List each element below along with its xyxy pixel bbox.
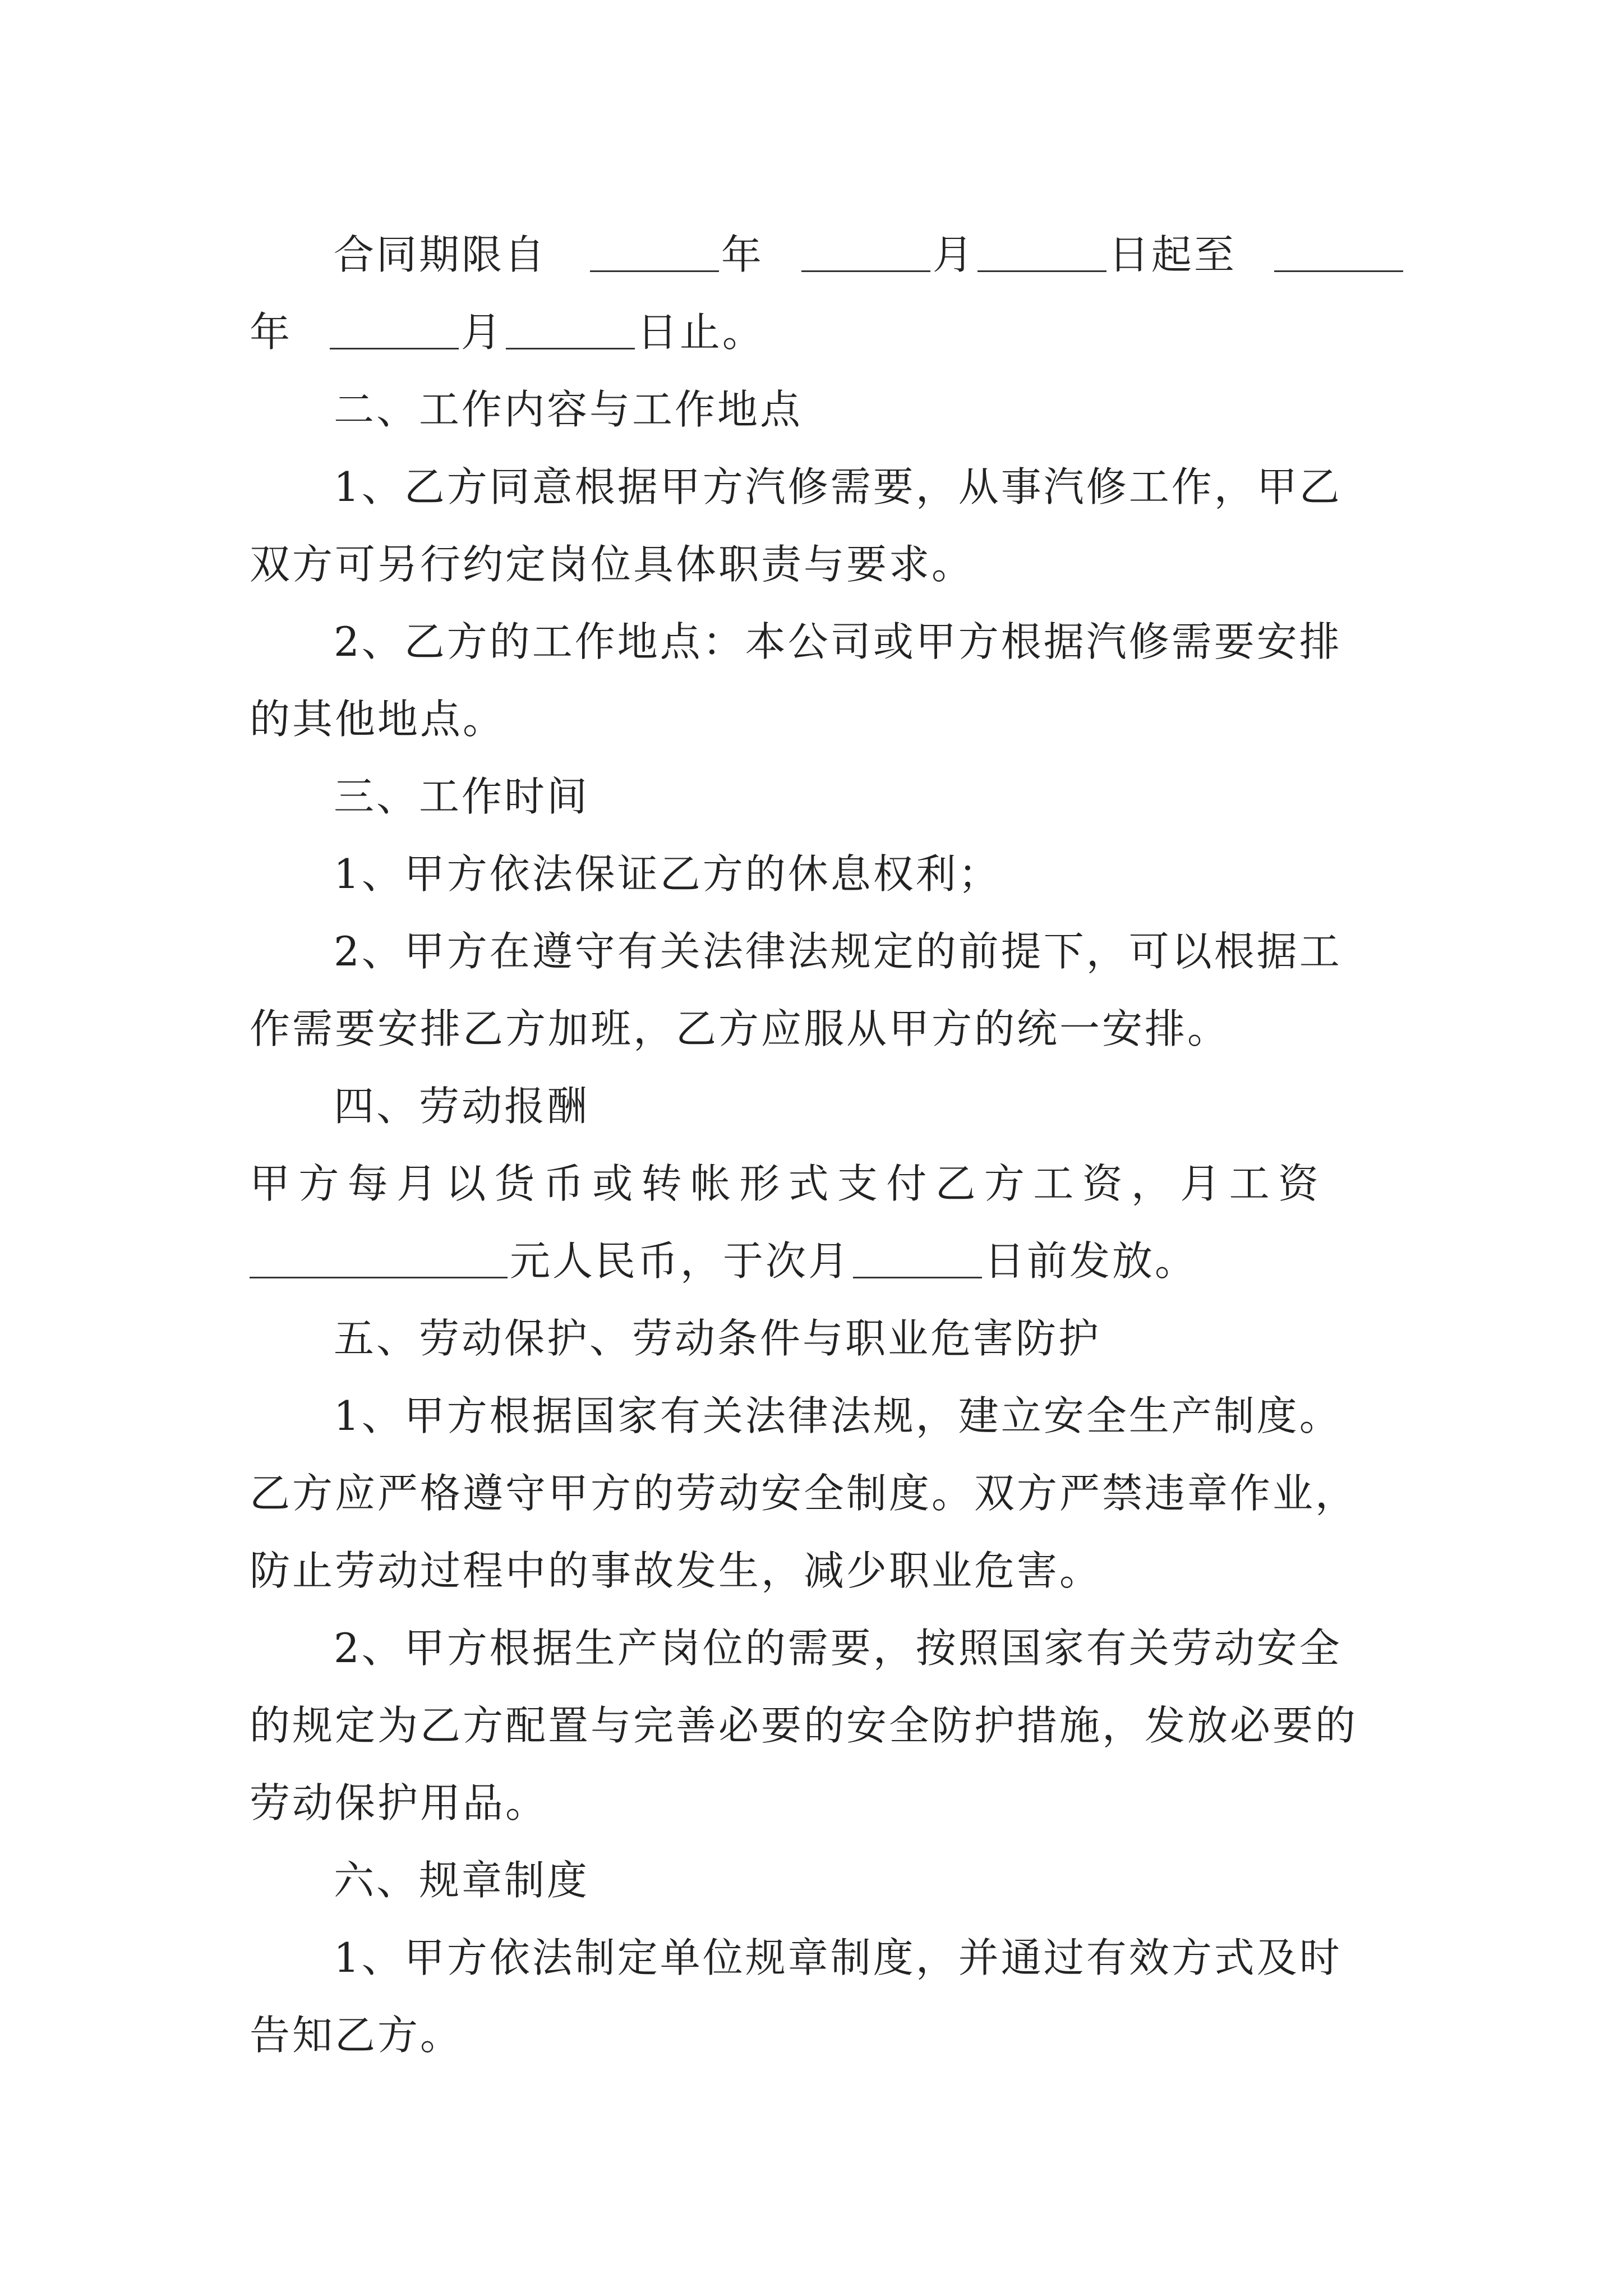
section-5-item-1-line-2: 乙方应严格遵守甲方的劳动安全制度。双方严禁违章作业，	[250, 1470, 1358, 1517]
salary-line-char: 式	[788, 1160, 831, 1207]
section-3-item-2-line-2: 作需要安排乙方加班，乙方应服从甲方的统一安排。	[250, 1005, 1230, 1052]
salary-line-char: 甲	[250, 1160, 293, 1207]
end-month-blank	[330, 307, 459, 349]
contract-term-label: 合同期限自	[334, 231, 547, 278]
section-3-item-1: 1、甲方依法保证乙方的休息权利；	[334, 850, 1001, 898]
end-year-blank	[1274, 230, 1403, 272]
section-4-salary-line-1	[250, 1145, 1321, 1222]
salary-line-char: 方	[298, 1160, 342, 1207]
salary-amount-blank	[250, 1236, 508, 1278]
salary-line-char: 工	[1229, 1160, 1272, 1207]
salary-line-char: 货	[494, 1160, 537, 1207]
salary-line-char: 付	[886, 1160, 929, 1207]
salary-line-char: 支	[837, 1160, 880, 1207]
section-2-item-1-line-2: 双方可另行约定岗位具体职责与要求。	[250, 541, 975, 588]
section-5-item-1-line-3: 防止劳动过程中的事故发生，减少职业危害。	[250, 1547, 1103, 1594]
end-day-unit: 日止。	[637, 309, 765, 356]
salary-line-char: 每	[347, 1160, 390, 1207]
salary-currency-text: 元人民币，于次月	[510, 1237, 851, 1285]
start-year-unit: 年	[721, 231, 764, 278]
contract-body	[250, 216, 1405, 2074]
start-day-unit: 日起至	[1108, 231, 1237, 278]
section-5-heading: 五、劳动保护、劳动条件与职业危害防护	[334, 1315, 1101, 1362]
section-5-item-1-line-1: 1、甲方根据国家有关法律法规，建立安全生产制度。	[334, 1392, 1342, 1439]
salary-line-char: 或	[592, 1160, 635, 1207]
section-6-item-1-line-1: 1、甲方依法制定单位规章制度，并通过有效方式及时	[334, 1934, 1342, 1981]
start-month-blank	[801, 230, 930, 272]
salary-line-char: 乙	[935, 1160, 978, 1207]
section-5-item-2-line-2: 的规定为乙方配置与完善必要的安全防护措施，发放必要的	[250, 1702, 1358, 1749]
end-day-blank	[506, 307, 635, 349]
salary-line-char: 转	[641, 1160, 684, 1207]
section-4-heading: 四、劳动报酬	[334, 1083, 590, 1130]
contract-term-line-1	[250, 216, 1405, 293]
start-day-blank	[978, 230, 1106, 272]
pay-day-text: 日前发放。	[984, 1237, 1198, 1285]
section-2-item-1-line-1: 1、乙方同意根据甲方汽修需要，从事汽修工作，甲乙	[334, 463, 1342, 510]
section-6-item-1-line-2: 告知乙方。	[250, 2012, 463, 2059]
section-5-item-2-line-1: 2、甲方根据生产岗位的需要，按照国家有关劳动安全	[334, 1625, 1342, 1672]
contract-term-line-2	[250, 293, 1405, 371]
salary-line-char: 以	[445, 1160, 488, 1207]
section-2-heading: 二、工作内容与工作地点	[334, 386, 803, 433]
end-year-unit: 年	[250, 309, 293, 356]
salary-line-char: 方	[984, 1160, 1027, 1207]
salary-line-char: 形	[739, 1160, 782, 1207]
salary-line-char: 帐	[690, 1160, 733, 1207]
section-2-item-2-line-2: 的其他地点。	[250, 696, 506, 743]
salary-line-char: 资	[1278, 1160, 1321, 1207]
section-5-item-2-line-3: 劳动保护用品。	[250, 1779, 548, 1826]
salary-line-char: ，	[1131, 1160, 1174, 1207]
salary-line-char: 月	[1180, 1160, 1223, 1207]
salary-line-char: 币	[543, 1160, 586, 1207]
section-2-item-2-line-1: 2、乙方的工作地点：本公司或甲方根据汽修需要安排	[334, 618, 1342, 665]
salary-line-char: 工	[1033, 1160, 1076, 1207]
section-6-heading: 六、规章制度	[334, 1857, 590, 1904]
section-4-salary-line-2	[250, 1222, 1405, 1300]
start-year-blank	[590, 230, 719, 272]
start-month-unit: 月	[932, 231, 975, 278]
end-month-unit: 月	[460, 309, 504, 356]
section-3-heading: 三、工作时间	[334, 773, 590, 820]
pay-day-blank	[853, 1236, 982, 1278]
salary-line-char: 资	[1082, 1160, 1125, 1207]
salary-line-char: 月	[396, 1160, 439, 1207]
section-3-item-2-line-1: 2、甲方在遵守有关法律法规定的前提下，可以根据工	[334, 928, 1342, 975]
